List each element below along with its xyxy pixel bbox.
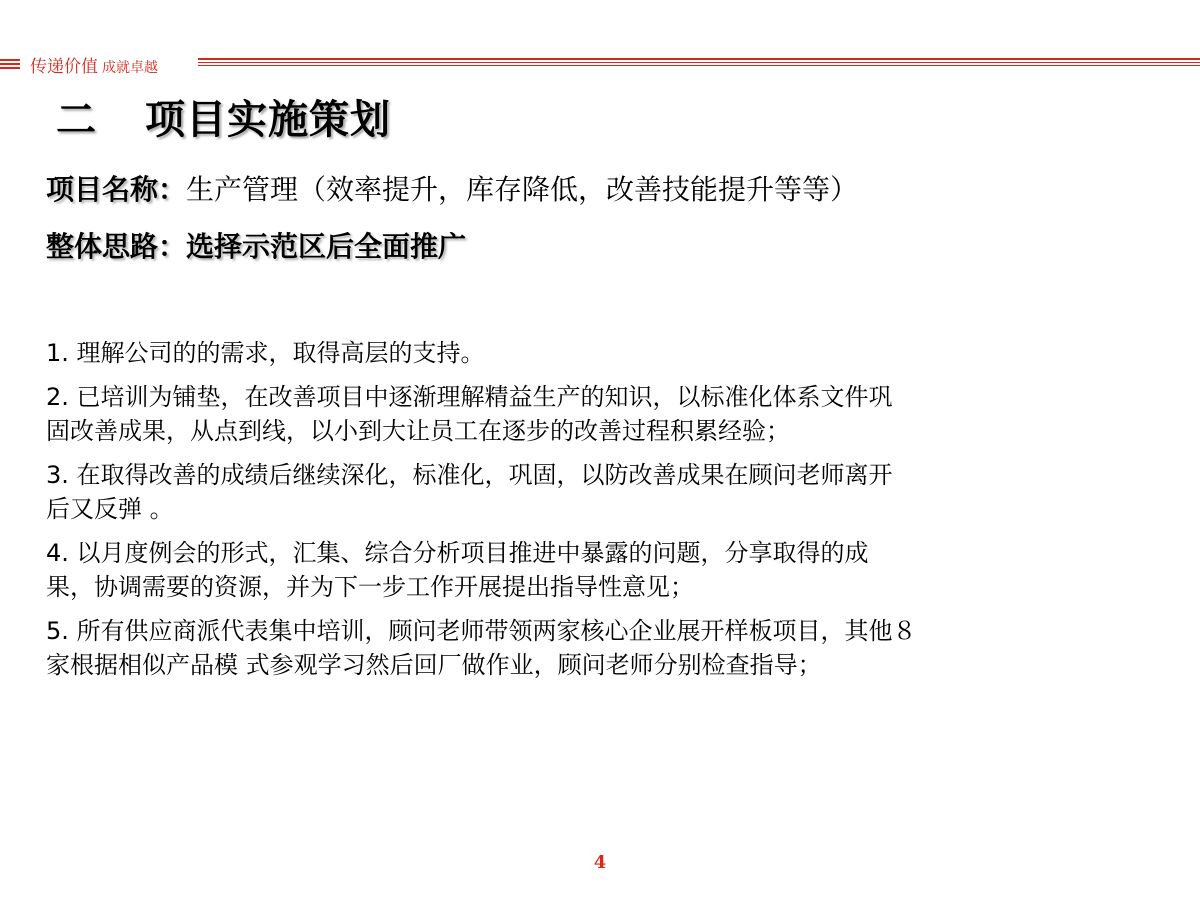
page-number: 4 — [593, 852, 607, 873]
project-name-value: 生产管理（效率提升，库存降低，改善技能提升等等） — [186, 173, 859, 206]
list-item-line: 2. 已培训为铺垫，在改善项目中逐渐理解精益生产的知识，以标准化体系文件巩 — [46, 383, 893, 411]
slogan-main: 传递价值 — [30, 57, 98, 77]
step-list — [46, 336, 1156, 692]
list-item-line: 后又反弹 。 — [46, 495, 174, 523]
project-name-row — [46, 168, 858, 208]
section-number: 二 — [56, 97, 97, 143]
slogan-sub: 成就卓越 — [102, 60, 158, 76]
list-item-line: 3. 在取得改善的成绩后继续深化，标准化，巩固，以防改善成果在顾问老师离开 — [46, 461, 893, 489]
list-item — [46, 536, 1156, 604]
header-band — [0, 52, 1200, 77]
list-item — [46, 336, 1156, 370]
list-item-line: 4. 以月度例会的形式，汇集、综合分析项目推进中暴露的问题，分享取得的成 — [46, 539, 869, 567]
overall-approach-label: 整体思路： — [46, 230, 187, 263]
list-item — [46, 380, 1156, 448]
list-item-line: 固改善成果，从点到线，以小到大让员工在逐步的改善过程积累经验； — [46, 417, 790, 445]
list-item — [46, 458, 1156, 526]
slide-title — [56, 88, 391, 145]
header-left-rule — [0, 59, 20, 71]
slogan — [30, 52, 158, 77]
project-name-label: 项目名称： — [46, 173, 187, 206]
list-item-line: 5. 所有供应商派代表集中培训，顾问老师带领两家核心企业展开样板项目，其他８ — [46, 617, 917, 645]
title-text: 项目实施策划 — [145, 97, 391, 143]
header-right-rule — [198, 58, 1200, 68]
overall-approach-value: 选择示范区后全面推广 — [186, 230, 467, 263]
list-item — [46, 614, 1156, 682]
list-item-line: 1. 理解公司的的需求，取得高层的支持。 — [46, 339, 485, 367]
list-item-line: 家根据相似产品模 式参观学习然后回厂做作业，顾问老师分别检查指导； — [46, 651, 822, 679]
overall-approach-row — [46, 225, 466, 265]
list-item-line: 果，协调需要的资源，并为下一步工作开展提出指导性意见； — [46, 573, 694, 601]
